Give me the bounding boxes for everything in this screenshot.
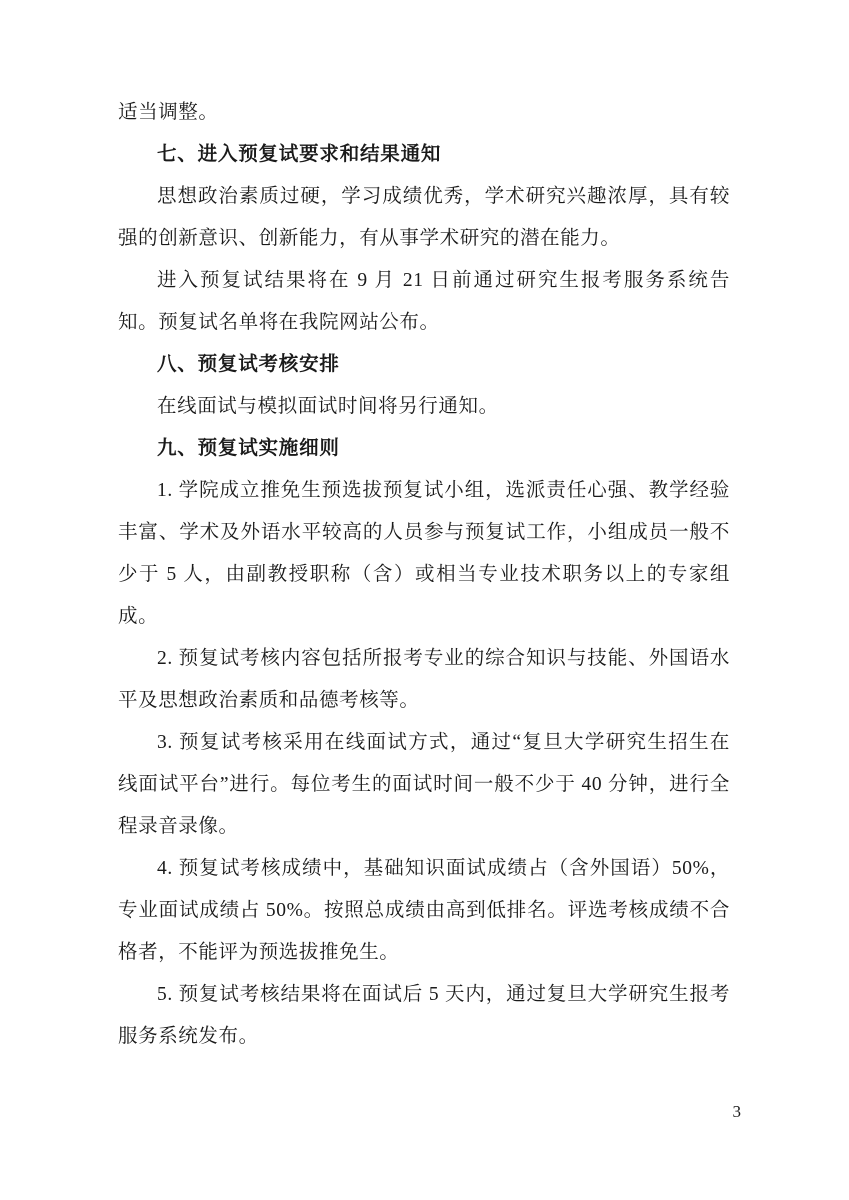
paragraph-rule-1: 1. 学院成立推免生预选拔预复试小组，选派责任心强、教学经验丰富、学术及外语水平较高的人员参与预复试工作，小组成员一般不少于 5 人，由副教授职称（含）或相当专业技术职务以上的专家组成。 bbox=[118, 480, 730, 627]
paragraph-notification: 进入预复试结果将在 9 月 21 日前通过研究生报考服务系统告知。预复试名单将在我院网站公布。 bbox=[118, 270, 730, 333]
section-heading-nine: 九、预复试实施细则 bbox=[157, 438, 340, 459]
section-heading-eight: 八、预复试考核安排 bbox=[157, 354, 340, 375]
paragraph-rule-5: 5. 预复试考核结果将在面试后 5 天内，通过复旦大学研究生报考服务系统发布。 bbox=[118, 984, 730, 1047]
paragraph-rule-2: 2. 预复试考核内容包括所报考专业的综合知识与技能、外国语水平及思想政治素质和品德考核等。 bbox=[118, 648, 730, 711]
paragraph-rule-4: 4. 预复试考核成绩中，基础知识面试成绩占（含外国语）50%，专业面试成绩占 50%。按照总成绩由高到低排名。评选考核成绩不合格者，不能评为预选拔推免生。 bbox=[118, 858, 730, 963]
page-number: 3 bbox=[732, 1102, 741, 1121]
paragraph-interview-schedule: 在线面试与模拟面试时间将另行通知。 bbox=[157, 396, 499, 417]
paragraph-continuation: 适当调整。 bbox=[118, 102, 219, 123]
paragraph-requirements: 思想政治素质过硬，学习成绩优秀，学术研究兴趣浓厚，具有较强的创新意识、创新能力，有从事学术研究的潜在能力。 bbox=[118, 186, 730, 249]
paragraph-rule-3: 3. 预复试考核采用在线面试方式，通过“复旦大学研究生招生在线面试平台”进行。每位考生的面试时间一般不少于 40 分钟，进行全程录音录像。 bbox=[118, 732, 730, 837]
document-body bbox=[118, 92, 730, 1058]
section-heading-seven: 七、进入预复试要求和结果通知 bbox=[157, 144, 442, 165]
